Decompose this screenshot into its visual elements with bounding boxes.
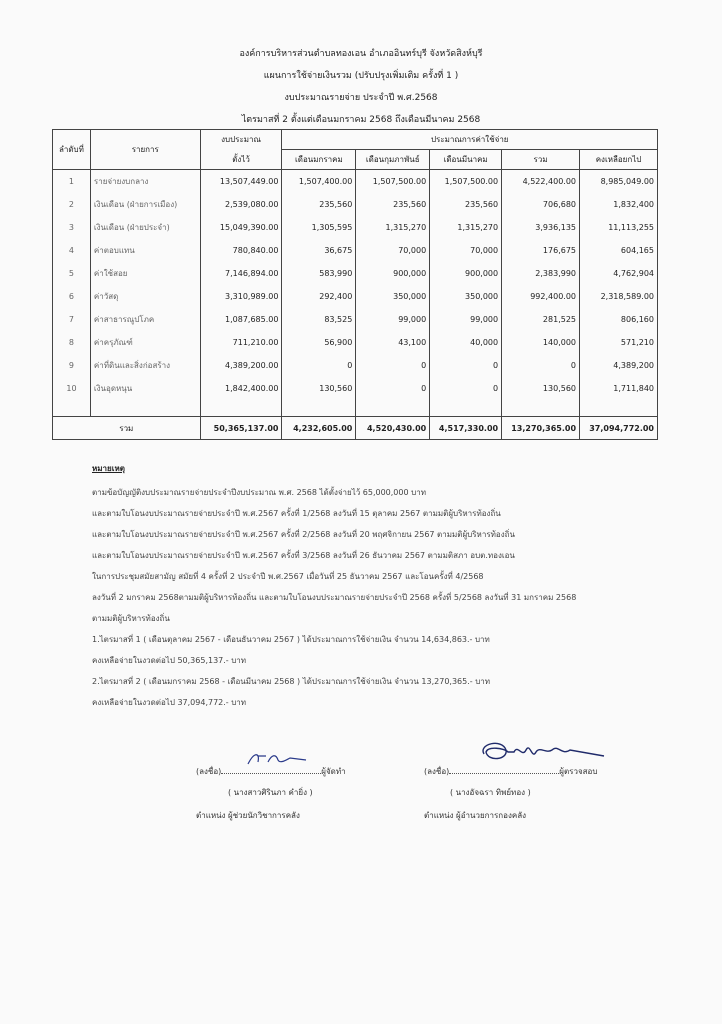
row-mar: 0 — [430, 354, 502, 377]
row-mar: 0 — [430, 377, 502, 400]
notes-section — [92, 462, 692, 717]
note-line: ตามมติผู้บริหารท้องถิ่น — [92, 614, 170, 623]
role-right: ผู้ตรวจสอบ — [559, 767, 598, 776]
row-index: 4 — [53, 239, 91, 262]
total-remaining: 37,094,772.00 — [580, 417, 658, 440]
role-left: ผู้จัดทำ — [321, 767, 346, 776]
row-item-name: เงินอุดหนุน — [90, 377, 200, 400]
row-feb: 0 — [356, 354, 430, 377]
total-total: 13,270,365.00 — [502, 417, 580, 440]
table-row — [53, 193, 658, 216]
row-remaining: 806,160 — [580, 308, 658, 331]
row-remaining: 11,113,255 — [580, 216, 658, 239]
row-jan: 130,560 — [282, 377, 356, 400]
name-right: ( นางอัจฉรา ทิพย์ทอง ) — [450, 788, 531, 797]
row-jan: 235,560 — [282, 193, 356, 216]
row-remaining: 8,985,049.00 — [580, 170, 658, 194]
note-line: และตามใบโอนงบประมาณรายจ่ายประจำปี พ.ศ.2567 ครั้งที่ 3/2568 ลงวันที่ 26 ธันวาคม 2567 ตามมติสภา อบต.ทองเอน — [92, 551, 515, 560]
row-remaining: 604,165 — [580, 239, 658, 262]
row-mar: 40,000 — [430, 331, 502, 354]
note-line: 2.ไตรมาสที่ 2 ( เดือนมกราคม 2568 - เดือนมีนาคม 2568 ) ได้ประมาณการใช้จ่ายเงิน จำนวน 13,270,365.- บาท — [92, 677, 491, 686]
row-budget: 2,539,080.00 — [200, 193, 282, 216]
row-feb: 235,560 — [356, 193, 430, 216]
row-item-name: เงินเดือน (ฝ่ายการเมือง) — [90, 193, 200, 216]
row-jan: 1,305,595 — [282, 216, 356, 239]
col-header-index: ลำดับที่ — [53, 130, 91, 170]
row-budget: 780,840.00 — [200, 239, 282, 262]
row-total: 3,936,135 — [502, 216, 580, 239]
row-item-name: ค่าครุภัณฑ์ — [90, 331, 200, 354]
total-budget: 50,365,137.00 — [200, 417, 282, 440]
row-feb: 1,315,270 — [356, 216, 430, 239]
row-total: 0 — [502, 354, 580, 377]
table-row — [53, 216, 658, 239]
row-item-name: ค่าใช้สอย — [90, 262, 200, 285]
row-feb: 70,000 — [356, 239, 430, 262]
row-item-name: ค่าตอบแทน — [90, 239, 200, 262]
row-jan: 83,525 — [282, 308, 356, 331]
table-row — [53, 354, 658, 377]
col-header-mar: เดือนมีนาคม — [430, 150, 502, 170]
row-jan: 1,507,400.00 — [282, 170, 356, 194]
row-remaining: 2,318,589.00 — [580, 285, 658, 308]
table-row — [53, 239, 658, 262]
handwritten-signature-right — [474, 736, 614, 772]
row-item-name: ค่าวัสดุ — [90, 285, 200, 308]
note-line: คงเหลือจ่ายในงวดต่อไป 37,094,772.- บาท — [92, 698, 247, 707]
row-budget: 7,146,894.00 — [200, 262, 282, 285]
row-feb: 0 — [356, 377, 430, 400]
row-remaining: 1,711,840 — [580, 377, 658, 400]
total-label: รวม — [53, 417, 201, 440]
row-item-name: รายจ่ายงบกลาง — [90, 170, 200, 194]
table-row — [53, 285, 658, 308]
row-index: 6 — [53, 285, 91, 308]
row-mar: 70,000 — [430, 239, 502, 262]
row-budget: 711,210.00 — [200, 331, 282, 354]
row-budget: 15,049,390.00 — [200, 216, 282, 239]
total-jan: 4,232,605.00 — [282, 417, 356, 440]
row-total: 130,560 — [502, 377, 580, 400]
table-row — [53, 377, 658, 400]
row-feb: 900,000 — [356, 262, 430, 285]
row-budget: 3,310,989.00 — [200, 285, 282, 308]
col-header-estimate-group: ประมาณการค่าใช้จ่าย — [282, 130, 658, 150]
row-feb: 350,000 — [356, 285, 430, 308]
col-header-item: รายการ — [90, 130, 200, 170]
row-total: 706,680 — [502, 193, 580, 216]
row-remaining: 571,210 — [580, 331, 658, 354]
notes-lines — [92, 486, 692, 717]
row-jan: 36,675 — [282, 239, 356, 262]
col-header-feb: เดือนกุมภาพันธ์ — [356, 150, 430, 170]
row-jan: 56,900 — [282, 331, 356, 354]
name-left: ( นางสาวศิรินภา คำยิ่ง ) — [228, 788, 313, 797]
row-mar: 235,560 — [430, 193, 502, 216]
total-feb: 4,520,430.00 — [356, 417, 430, 440]
position-right: ตำแหน่ง ผู้อำนวยการกองคลัง — [424, 811, 527, 820]
table-row — [53, 331, 658, 354]
position-left: ตำแหน่ง ผู้ช่วยนักวิชาการคลัง — [196, 811, 300, 820]
note-line: ลงวันที่ 2 มกราคม 2568ตามมติผู้บริหารท้องถิ่น และตามใบโอนงบประมาณรายจ่ายประจำปี 2568 ครั้งที่ 5/2568 ลงวันที่ 31 มกราคม 2568 — [92, 593, 577, 602]
note-line: 1.ไตรมาสที่ 1 ( เดือนตุลาคม 2567 - เดือนธันวาคม 2567 ) ได้ประมาณการใช้จ่ายเงิน จำนวน 14,634,863.- บาท — [92, 635, 490, 644]
row-index: 5 — [53, 262, 91, 285]
row-mar: 350,000 — [430, 285, 502, 308]
note-line: ในการประชุมสมัยสามัญ สมัยที่ 4 ครั้งที่ 2 ประจำปี พ.ศ.2567 เมื่อวันที่ 25 ธันวาคม 2567 และโอนครั้งที่ 4/2568 — [92, 572, 484, 581]
notes-title: หมายเหตุ — [92, 464, 125, 473]
row-budget: 4,389,200.00 — [200, 354, 282, 377]
budget-year: งบประมาณรายจ่าย ประจำปี พ.ศ.2568 — [284, 93, 438, 103]
note-line: และตามใบโอนงบประมาณรายจ่ายประจำปี พ.ศ.2567 ครั้งที่ 2/2568 ลงวันที่ 20 พฤศจิกายน 2567 ตามมติผู้บริหารท้องถิ่น — [92, 530, 515, 539]
row-total: 176,675 — [502, 239, 580, 262]
col-header-total: รวม — [502, 150, 580, 170]
sign-label-right: (ลงชื่อ) — [424, 767, 450, 776]
row-jan: 292,400 — [282, 285, 356, 308]
col-header-remaining: คงเหลือยกไป — [580, 150, 658, 170]
sign-label-left: (ลงชื่อ) — [196, 767, 222, 776]
row-total: 140,000 — [502, 331, 580, 354]
note-line: และตามใบโอนงบประมาณรายจ่ายประจำปี พ.ศ.2567 ครั้งที่ 1/2568 ลงวันที่ 15 ตุลาคม 2567 ตามมติผู้บริหารท้องถิ่น — [92, 509, 501, 518]
row-mar: 1,507,500.00 — [430, 170, 502, 194]
row-index: 3 — [53, 216, 91, 239]
row-jan: 583,990 — [282, 262, 356, 285]
note-line: ตามข้อบัญญัติงบประมาณรายจ่ายประจำปีงบประมาณ พ.ศ. 2568 ได้ตั้งจ่ายไว้ 65,000,000 บาท — [92, 488, 426, 497]
table-row — [53, 170, 658, 194]
row-remaining: 4,762,904 — [580, 262, 658, 285]
row-item-name: ค่าที่ดินและสิ่งก่อสร้าง — [90, 354, 200, 377]
row-mar: 99,000 — [430, 308, 502, 331]
col-header-budget-top: งบประมาณ — [200, 130, 282, 150]
row-total: 2,383,990 — [502, 262, 580, 285]
table-total-row — [53, 417, 658, 440]
col-header-budget-bottom: ตั้งไว้ — [200, 150, 282, 170]
row-index: 7 — [53, 308, 91, 331]
org-title: องค์การบริหารส่วนตำบลทองเอน อำเภออินทร์บุรี จังหวัดสิงห์บุรี — [239, 49, 483, 59]
quarter-range: ไตรมาสที่ 2 ตั้งแต่เดือนมกราคม 2568 ถึงเดือนมีนาคม 2568 — [241, 115, 481, 125]
row-budget: 1,087,685.00 — [200, 308, 282, 331]
note-line: คงเหลือจ่ายในงวดต่อไป 50,365,137.- บาท — [92, 656, 247, 665]
row-mar: 900,000 — [430, 262, 502, 285]
row-total: 4,522,400.00 — [502, 170, 580, 194]
plan-title: แผนการใช้จ่ายเงินรวม (ปรับปรุงเพิ่มเติม ครั้งที่ 1 ) — [263, 71, 459, 81]
row-feb: 1,507,500.00 — [356, 170, 430, 194]
row-remaining: 4,389,200 — [580, 354, 658, 377]
row-index: 9 — [53, 354, 91, 377]
total-mar: 4,517,330.00 — [430, 417, 502, 440]
table-row — [53, 262, 658, 285]
budget-table — [52, 129, 658, 440]
row-index: 2 — [53, 193, 91, 216]
row-feb: 43,100 — [356, 331, 430, 354]
row-budget: 13,507,449.00 — [200, 170, 282, 194]
row-item-name: ค่าสาธารณูปโภค — [90, 308, 200, 331]
handwritten-signature-left — [246, 748, 316, 770]
row-index: 10 — [53, 377, 91, 400]
table-row — [53, 308, 658, 331]
row-jan: 0 — [282, 354, 356, 377]
row-feb: 99,000 — [356, 308, 430, 331]
col-header-jan: เดือนมกราคม — [282, 150, 356, 170]
row-item-name: เงินเดือน (ฝ่ายประจำ) — [90, 216, 200, 239]
row-remaining: 1,832,400 — [580, 193, 658, 216]
row-total: 281,525 — [502, 308, 580, 331]
row-index: 1 — [53, 170, 91, 194]
row-budget: 1,842,400.00 — [200, 377, 282, 400]
table-body — [53, 170, 658, 401]
table-spacer-row — [53, 400, 658, 417]
row-mar: 1,315,270 — [430, 216, 502, 239]
row-index: 8 — [53, 331, 91, 354]
row-total: 992,400.00 — [502, 285, 580, 308]
